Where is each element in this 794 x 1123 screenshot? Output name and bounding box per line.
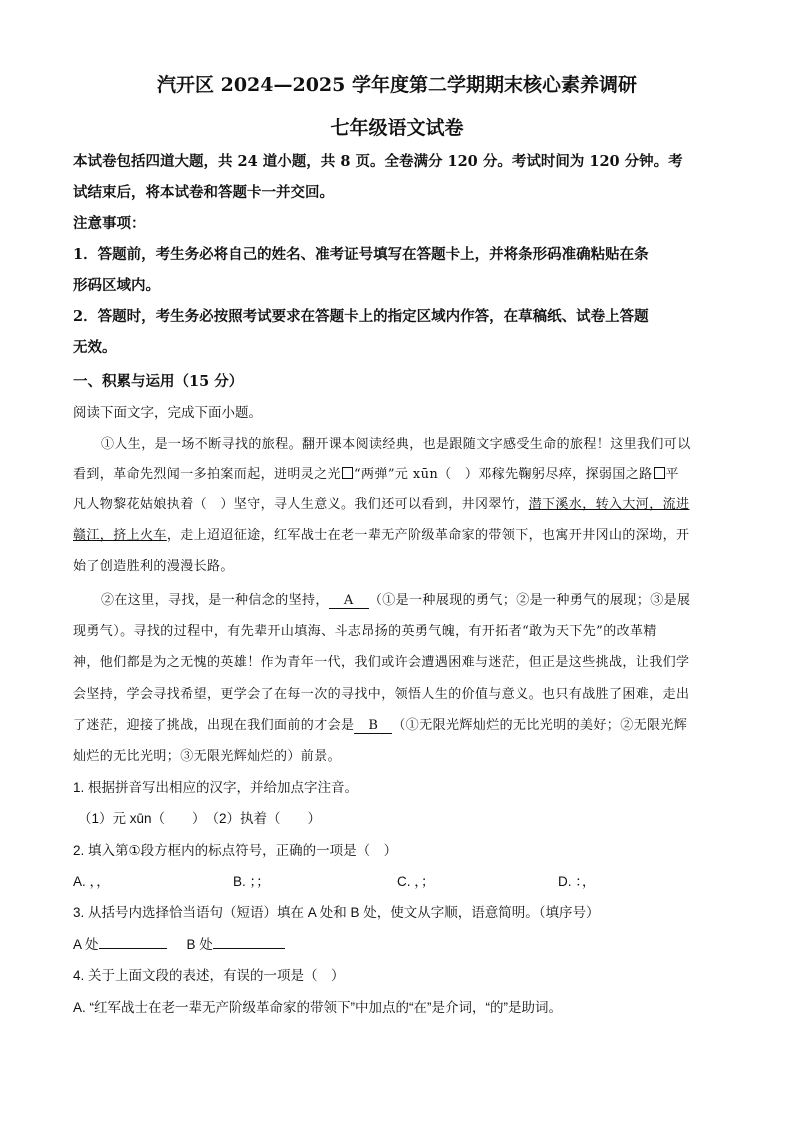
- note-2-line-1: 2．答题时，考生务必按照考试要求在答题卡上的指定区域内作答，在草稿纸、试卷上答题: [73, 308, 649, 325]
- punctuation-box-2: [654, 467, 665, 479]
- passage-text: （①无限光辉灿烂的无比光明的美好；②无限光辉: [392, 718, 688, 733]
- question-1-items: （1）元 xūn（ ） （2）执着（ ）: [78, 811, 322, 826]
- answer-a-blank: [99, 934, 167, 949]
- note-1-line-2: 形码区域内。: [73, 277, 160, 294]
- intro-line-2: 试结束后，将本试卷和答题卡一并交回。: [73, 184, 334, 201]
- passage-p1-line-3: [73, 493, 723, 512]
- question-4: 4. 关于上面文段的表述，有误的一项是（ ）: [73, 968, 345, 983]
- passage-text: “两弹”元 xūn（ ）邓稼先鞠躬尽瘁，探弱国之路: [354, 467, 653, 482]
- passage-text: （①是一种展现的勇气；②是一种勇气的展现；③是展: [368, 593, 691, 608]
- section-1-instruction: 阅读下面文字，完成下面小题。: [73, 405, 262, 421]
- punctuation-box-1: [342, 467, 353, 479]
- passage-text: 平: [665, 467, 679, 482]
- passage-p2-line-2: 现勇气）。寻找的过程中，有先辈开山填海、斗志昂扬的英勇气魄，有开拓者“敢为天下先”的改革精: [73, 624, 657, 639]
- passage-p2-line-6: 灿烂的无比光明；③无限光辉灿烂的）前景。: [73, 749, 342, 764]
- question-2-options: [73, 870, 723, 890]
- passage-p1-line-1: ①人生，是一场不断寻找的旅程。翻开课本阅读经典，也是跟随文字感受生命的旅程！这里我们可以: [101, 437, 691, 452]
- exam-subtitle: 七年级语文试卷: [330, 117, 464, 139]
- underlined-text: 潜下溪水，转入大河，流进: [528, 497, 690, 512]
- note-2-line-2: 无效。: [73, 339, 117, 356]
- exam-title: 汽开区 2024—2025 学年度第二学期期末核心素养调研: [157, 74, 637, 96]
- passage-p2-line-5: [73, 714, 723, 734]
- option-a: A. ，，: [73, 874, 110, 889]
- passage-p2-line-1: [101, 589, 751, 609]
- question-1: 1. 根据拼音写出相应的汉字，并给加点字注音。: [73, 780, 359, 795]
- underlined-text: 赣江，挤上火车: [73, 528, 167, 543]
- note-1-line-1: 1．答题前，考生务必将自己的姓名、准考证号填写在答题卡上，并将条形码准确粘贴在条: [73, 246, 649, 263]
- question-3: 3. 从括号内选择恰当语句（短语）填在 A 处和 B 处，使文从字顺，语意简明。（填序号）: [73, 905, 600, 920]
- answer-a-label: A 处: [73, 937, 99, 952]
- passage-p1-line-4: [73, 524, 723, 543]
- section-1-heading: 一、积累与运用（15 分）: [73, 373, 244, 390]
- passage-text: 看到，革命先烈闻一多拍案而起，迸明灵之光: [73, 467, 342, 482]
- question-3-answers: [73, 933, 723, 953]
- passage-p1-line-5: 始了创造胜利的漫漫长路。: [73, 559, 234, 574]
- blank-a: A: [329, 593, 369, 609]
- question-4-option-a: A. “红军战士在老一辈无产阶级革命家的带领下”中加点的“在”是介词，“的”是助词。: [73, 1000, 562, 1015]
- intro-line-1: 本试卷包括四道大题，共 24 道小题，共 8 页。全卷满分 120 分。考试时间为 120 分钟。考: [73, 153, 683, 170]
- option-b: B. ；；: [233, 874, 270, 889]
- blank-b: B: [354, 718, 392, 734]
- option-d: D. ：，: [558, 874, 596, 889]
- passage-p2-line-3: 神，他们都是为之无愧的英雄！作为青年一代，我们或许会遭遇困难与迷茫，但正是这些挑战，让我们学: [73, 655, 690, 670]
- question-2: 2. 填入第①段方框内的标点符号，正确的一项是（ ）: [73, 843, 398, 858]
- answer-b-label: B 处: [186, 937, 213, 952]
- answer-b-blank: [213, 934, 285, 949]
- notes-title: 注意事项：: [73, 215, 146, 232]
- passage-text: ②在这里，寻找，是一种信念的坚持，: [101, 593, 329, 608]
- passage-text: 凡人物黎花姑娘执着（ ）坚守，寻人生意义。我们还可以看到，井冈翠竹，: [73, 497, 529, 512]
- passage-p2-line-4: 会坚持，学会寻找希望，更学会了在每一次的寻找中，领悟人生的价值与意义。也只有战胜了困难，走出: [73, 687, 690, 702]
- passage-p1-line-2: [73, 463, 723, 482]
- passage-text: ，走上迢迢征途，红军战士在老一辈无产阶级革命家的带领下，也寓开井冈山的深坳，开: [166, 528, 690, 543]
- passage-text: 了迷茫，迎接了挑战，出现在我们面前的才会是: [73, 718, 355, 733]
- option-c: C. ，；: [397, 874, 435, 889]
